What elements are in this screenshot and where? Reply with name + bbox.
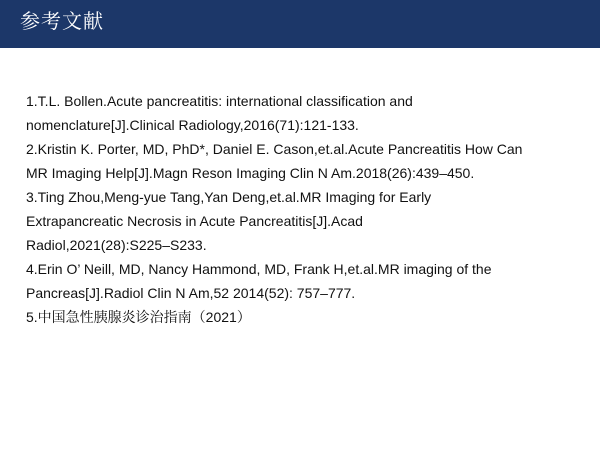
reference-line: 2.Kristin K. Porter, MD, PhD*, Daniel E. Cason,et.al.Acute Pancreatitis How Can (26, 141, 523, 157)
title-bar (0, 0, 600, 48)
page-title: 参考文献 (20, 9, 104, 33)
reference-line: 5.中国急性胰腺炎诊治指南（2021） (26, 309, 251, 325)
reference-line: 3.Ting Zhou,Meng-yue Tang,Yan Deng,et.al.MR Imaging for Early (26, 189, 432, 205)
reference-item (26, 137, 586, 185)
reference-list (26, 89, 586, 329)
reference-line: 1.T.L. Bollen.Acute pancreatitis: international classification and (26, 93, 413, 109)
reference-line: MR Imaging Help[J].Magn Reson Imaging Clin N Am.2018(26):439–450. (26, 165, 475, 181)
reference-line: Pancreas[J].Radiol Clin N Am,52 2014(52): 757–777. (26, 285, 356, 301)
reference-item (26, 257, 586, 305)
reference-item (26, 185, 586, 257)
reference-item (26, 89, 586, 137)
reference-item (26, 305, 586, 329)
reference-line: Radiol,2021(28):S225–S233. (26, 237, 207, 253)
reference-line: nomenclature[J].Clinical Radiology,2016(71):121-133. (26, 117, 359, 133)
reference-line: 4.Erin O’ Neill, MD, Nancy Hammond, MD, Frank H,et.al.MR imaging of the (26, 261, 492, 277)
reference-line: Extrapancreatic Necrosis in Acute Pancreatitis[J].Acad (26, 213, 363, 229)
